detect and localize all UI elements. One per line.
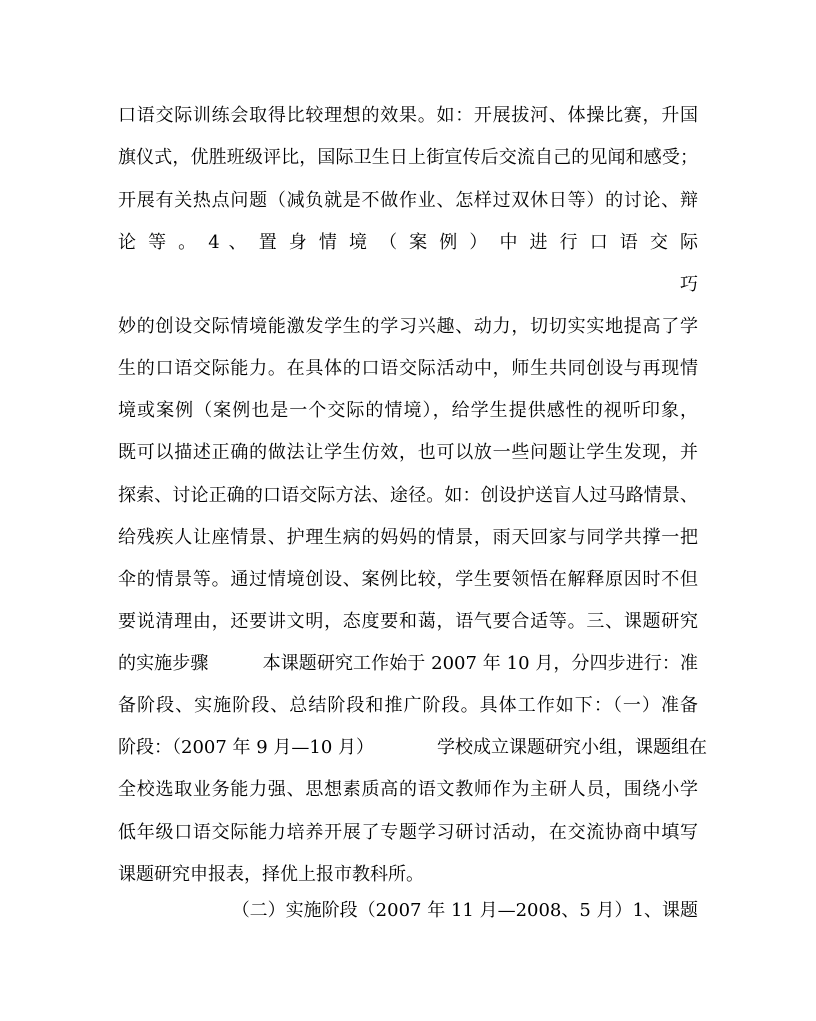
text-line: 的实施步骤 本课题研究工作始于 2007 年 10 月，分四步进行：准: [118, 653, 698, 674]
text-line: 伞的情景等。通过情境创设、案例比较，学生要领悟在解释原因时不但: [118, 569, 698, 590]
text-line: 低年级口语交际能力培养开展了专题学习研讨活动，在交流协商中填写: [118, 822, 698, 843]
text-line: 妙的创设交际情境能激发学生的学习兴趣、动力，切切实实地提高了学: [118, 316, 698, 337]
text-line: （二）实施阶段（2007 年 11 月—2008、5 月）1、课题: [231, 900, 698, 921]
text-line: 要说清理由，还要讲文明，态度要和蔼，语气要合适等。三、课题研究: [118, 611, 698, 632]
text-line: 探索、讨论正确的口语交际方法、途径。如：创设护送盲人过马路情景、: [118, 485, 698, 506]
text-line: 阶段：（2007 年 9 月—10 月） 学校成立课题研究小组，课题组在: [118, 737, 708, 758]
text-line: 开展有关热点问题（减负就是不做作业、怎样过双休日等）的讨论、辩: [118, 190, 698, 211]
text-line: 论 等 。 4 、 置 身 情 境 （ 案 例 ） 中 进 行 口 语 交 际: [118, 232, 698, 253]
text-line: 旗仪式，优胜班级评比，国际卫生日上街宣传后交流自己的见闻和感受；: [118, 147, 698, 168]
text-line: 巧: [680, 274, 698, 295]
text-line: 境或案例（案例也是一个交际的情境），给学生提供感性的视听印象，: [118, 400, 698, 421]
text-line: 口语交际训练会取得比较理想的效果。如：开展拔河、体操比赛，升国: [118, 105, 698, 126]
text-line: 既可以描述正确的做法让学生仿效，也可以放一些问题让学生发现，并: [118, 442, 698, 463]
text-line: 生的口语交际能力。在具体的口语交际活动中，师生共同创设与再现情: [118, 358, 698, 379]
text-line: 备阶段、实施阶段、总结阶段和推广阶段。具体工作如下：（一）准备: [118, 695, 698, 716]
text-line: 全校选取业务能力强、思想素质高的语文教师作为主研人员，围绕小学: [118, 779, 698, 800]
text-line: 给残疾人让座情景、护理生病的妈妈的情景，雨天回家与同学共撑一把: [118, 527, 698, 548]
text-line: 课题研究申报表，择优上报市教科所。: [118, 864, 424, 885]
